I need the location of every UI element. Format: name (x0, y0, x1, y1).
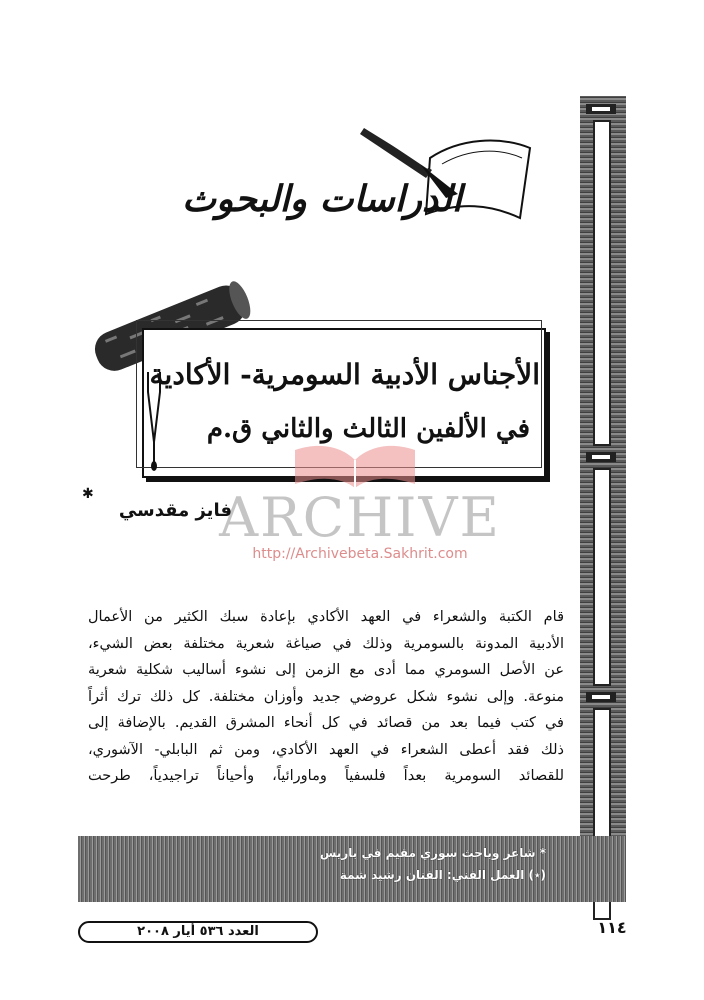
author-name: فايز مقدسي (118, 500, 232, 521)
page-number: ١١٤ (597, 918, 627, 937)
book-logo-icon (290, 440, 420, 490)
article-body (88, 604, 564, 790)
border-ornament (586, 692, 616, 702)
article-title: الأجناس الأدبية السومرية- الأكادية (149, 358, 540, 391)
body-line: عن الأصل السومري مما أدى مع الزمن إلى نشوء أساليب شكلية شعرية (88, 662, 564, 678)
footnote-band (78, 836, 626, 902)
body-line: الأدبية المدونة بالسومرية وذلك في صياغة شعرية مختلفة بعض الشيء، (88, 635, 564, 652)
border-slot (593, 468, 611, 686)
watermark-url: http://Archivebeta.Sakhrit.com (252, 546, 468, 562)
section-header: الدراسات والبحوث (182, 178, 462, 220)
issue-label: العدد ٥٣٦ أيار ٢٠٠٨ (78, 921, 318, 943)
page-border-decoration (580, 96, 626, 902)
body-line: للقصائد السومرية بعداً فلسفياً وماورائياً، وأحياناً تراجيدياً، طرحت (88, 768, 564, 784)
border-ornament (586, 104, 616, 114)
watermark-text: ARCHIVE (219, 486, 501, 549)
body-line: ذلك فقد أعطى الشعراء في العهد الأكادي، ومن ثم البابلي- الآشوري، (88, 741, 564, 758)
article-subtitle: في الألفين الثالث والثاني ق.م (206, 414, 530, 444)
body-line: قام الكتبة والشعراء في العهد الأكادي بإعادة سبك الكثير من الأعمال (88, 609, 564, 625)
body-line: منوعة. وإلى نشوء شكل عروضي جديد وأوزان مختلفة. كل ذلك ترك أثراً (88, 688, 564, 705)
body-line: في كتب فيما بعد من قصائد في كل أنحاء المشرق القديم. بالإضافة إلى (88, 715, 564, 731)
author-asterisk: ✱ (82, 486, 94, 502)
border-ornament (586, 452, 616, 462)
artwork-footnote: (٭) العمل الفني: الفنان رشيد شمة (339, 868, 546, 882)
border-slot (593, 120, 611, 446)
author-footnote: * شاعر وباحث سوري مقيم في باريس (319, 846, 546, 860)
